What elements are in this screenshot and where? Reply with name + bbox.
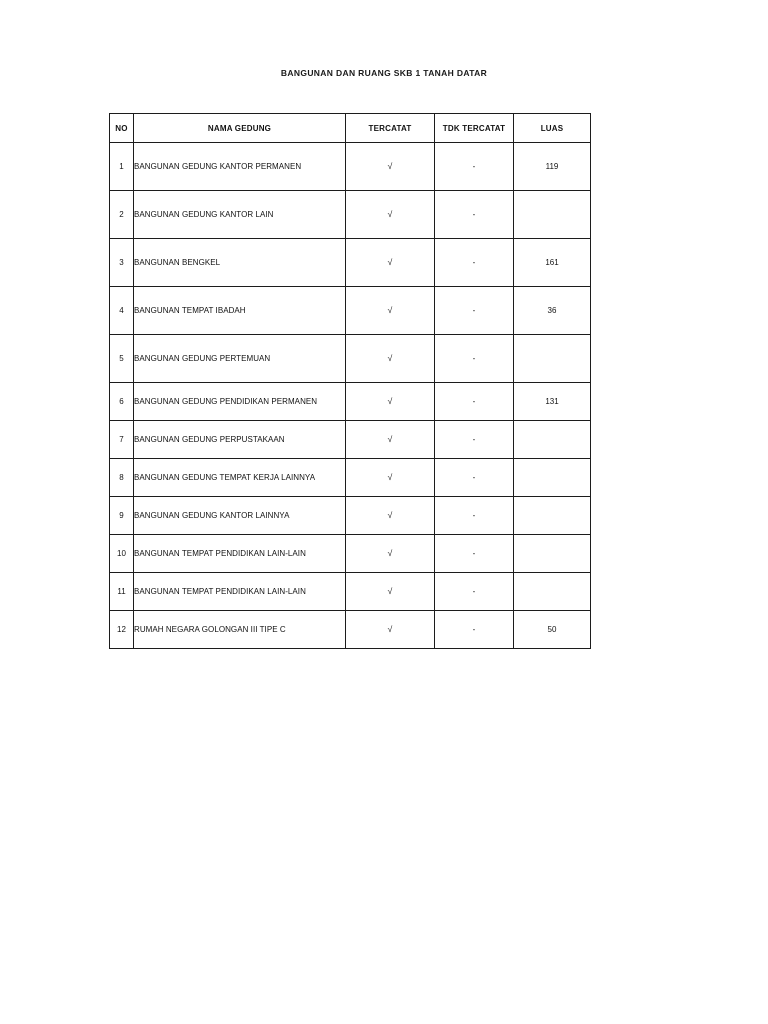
cell-no: 1 (110, 143, 134, 191)
table-row (110, 459, 591, 497)
cell-luas: 50 (514, 611, 591, 649)
cell-luas: 119 (514, 143, 591, 191)
column-header-luas: LUAS (514, 114, 591, 143)
cell-luas (514, 573, 591, 611)
dash-mark-icon: - (472, 435, 476, 444)
table-row (110, 335, 591, 383)
dash-mark-icon: - (472, 549, 476, 558)
table-row (110, 611, 591, 649)
cell-tercatat (346, 611, 435, 649)
cell-tdk-tercatat (435, 421, 514, 459)
dash-mark-icon: - (472, 511, 476, 520)
dash-mark-icon: - (472, 587, 476, 596)
cell-tdk-tercatat (435, 497, 514, 535)
cell-no: 9 (110, 497, 134, 535)
cell-luas (514, 459, 591, 497)
cell-tercatat (346, 191, 435, 239)
check-mark-icon: √ (387, 209, 393, 219)
cell-tdk-tercatat (435, 239, 514, 287)
check-mark-icon: √ (387, 548, 393, 558)
cell-no: 6 (110, 383, 134, 421)
cell-tercatat (346, 335, 435, 383)
cell-luas (514, 497, 591, 535)
dash-mark-icon: - (472, 162, 476, 171)
cell-no: 12 (110, 611, 134, 649)
table-row (110, 287, 591, 335)
check-mark-icon: √ (387, 396, 393, 406)
cell-tdk-tercatat (435, 611, 514, 649)
cell-nama-gedung: BANGUNAN TEMPAT PENDIDIKAN LAIN-LAIN (134, 573, 346, 611)
cell-luas: 36 (514, 287, 591, 335)
cell-luas (514, 335, 591, 383)
dash-mark-icon: - (472, 625, 476, 634)
cell-nama-gedung: BANGUNAN GEDUNG PERPUSTAKAAN (134, 421, 346, 459)
check-mark-icon: √ (387, 624, 393, 634)
cell-no: 4 (110, 287, 134, 335)
cell-no: 10 (110, 535, 134, 573)
table-header (110, 114, 591, 143)
cell-no: 7 (110, 421, 134, 459)
cell-tercatat (346, 421, 435, 459)
table-row (110, 191, 591, 239)
cell-no: 5 (110, 335, 134, 383)
cell-nama-gedung: BANGUNAN BENGKEL (134, 239, 346, 287)
cell-nama-gedung: RUMAH NEGARA GOLONGAN III TIPE C (134, 611, 346, 649)
buildings-table (109, 113, 591, 649)
page-title: BANGUNAN DAN RUANG SKB 1 TANAH DATAR (280, 68, 488, 78)
dash-mark-icon: - (472, 397, 476, 406)
cell-nama-gedung: BANGUNAN GEDUNG PENDIDIKAN PERMANEN (134, 383, 346, 421)
cell-nama-gedung: BANGUNAN GEDUNG PERTEMUAN (134, 335, 346, 383)
dash-mark-icon: - (472, 210, 476, 219)
cell-tercatat (346, 535, 435, 573)
cell-luas: 131 (514, 383, 591, 421)
check-mark-icon: √ (387, 586, 393, 596)
cell-nama-gedung: BANGUNAN GEDUNG KANTOR PERMANEN (134, 143, 346, 191)
cell-tdk-tercatat (435, 143, 514, 191)
cell-tdk-tercatat (435, 459, 514, 497)
cell-luas (514, 535, 591, 573)
check-mark-icon: √ (387, 434, 393, 444)
column-header-no: NO (110, 114, 134, 143)
check-mark-icon: √ (387, 257, 393, 267)
dash-mark-icon: - (472, 258, 476, 267)
cell-nama-gedung: BANGUNAN GEDUNG TEMPAT KERJA LAINNYA (134, 459, 346, 497)
table-row (110, 497, 591, 535)
table-row (110, 535, 591, 573)
cell-nama-gedung: BANGUNAN TEMPAT PENDIDIKAN LAIN-LAIN (134, 535, 346, 573)
check-mark-icon: √ (387, 353, 393, 363)
table-row (110, 239, 591, 287)
dash-mark-icon: - (472, 354, 476, 363)
table-row (110, 143, 591, 191)
table-body (110, 143, 591, 649)
cell-tercatat (346, 287, 435, 335)
cell-tercatat (346, 497, 435, 535)
cell-tercatat (346, 459, 435, 497)
table-header-row (110, 114, 591, 143)
check-mark-icon: √ (387, 472, 393, 482)
cell-nama-gedung: BANGUNAN GEDUNG KANTOR LAINNYA (134, 497, 346, 535)
table-row (110, 573, 591, 611)
cell-tercatat (346, 573, 435, 611)
check-mark-icon: √ (387, 510, 393, 520)
cell-no: 2 (110, 191, 134, 239)
cell-luas (514, 421, 591, 459)
cell-tercatat (346, 383, 435, 421)
cell-nama-gedung: BANGUNAN TEMPAT IBADAH (134, 287, 346, 335)
column-header-nama-gedung: NAMA GEDUNG (134, 114, 346, 143)
cell-no: 11 (110, 573, 134, 611)
cell-tercatat (346, 143, 435, 191)
column-header-tercatat: TERCATAT (346, 114, 435, 143)
cell-luas (514, 191, 591, 239)
check-mark-icon: √ (387, 305, 393, 315)
cell-tdk-tercatat (435, 191, 514, 239)
table-row (110, 383, 591, 421)
cell-tercatat (346, 239, 435, 287)
cell-tdk-tercatat (435, 383, 514, 421)
cell-tdk-tercatat (435, 573, 514, 611)
cell-tdk-tercatat (435, 335, 514, 383)
column-header-tdk-tercatat: TDK TERCATAT (435, 114, 514, 143)
cell-nama-gedung: BANGUNAN GEDUNG KANTOR LAIN (134, 191, 346, 239)
dash-mark-icon: - (472, 473, 476, 482)
check-mark-icon: √ (387, 161, 393, 171)
table-row (110, 421, 591, 459)
cell-tdk-tercatat (435, 287, 514, 335)
dash-mark-icon: - (472, 306, 476, 315)
cell-no: 8 (110, 459, 134, 497)
cell-luas: 161 (514, 239, 591, 287)
cell-no: 3 (110, 239, 134, 287)
cell-tdk-tercatat (435, 535, 514, 573)
